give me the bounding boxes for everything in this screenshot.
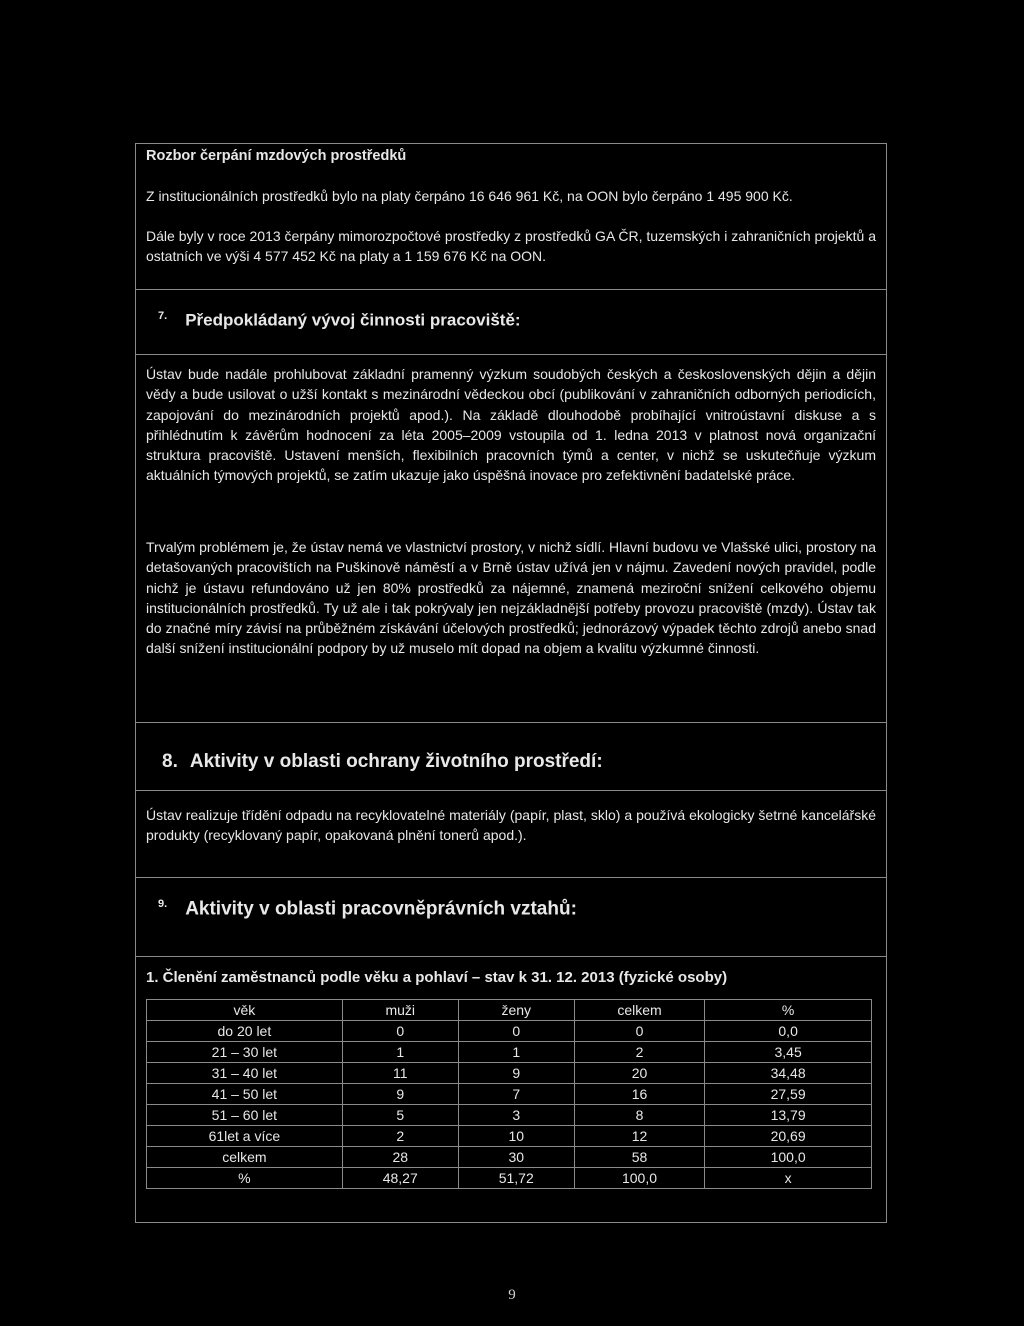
column-header: ženy — [458, 1000, 574, 1021]
section-9-heading — [158, 898, 577, 920]
table-cell: 9 — [458, 1063, 574, 1084]
section-7-title: Předpokládaný vývoj činnosti pracoviště: — [185, 310, 521, 330]
employee-age-gender-table — [146, 999, 872, 1189]
table-cell: 2 — [574, 1042, 705, 1063]
table-cell: 21 – 30 let — [147, 1042, 343, 1063]
table-cell: 41 – 50 let — [147, 1084, 343, 1105]
table-cell: 5 — [342, 1105, 458, 1126]
section-9-number: 9. — [158, 898, 168, 910]
table-cell: 34,48 — [705, 1063, 872, 1084]
table-cell: celkem — [147, 1147, 343, 1168]
table-cell: 27,59 — [705, 1084, 872, 1105]
table-header-row — [147, 1000, 872, 1021]
divider — [136, 790, 886, 791]
table-cell: 28 — [342, 1147, 458, 1168]
table-cell: do 20 let — [147, 1021, 343, 1042]
column-header: % — [705, 1000, 872, 1021]
table-cell: 1 — [342, 1042, 458, 1063]
table-cell: 7 — [458, 1084, 574, 1105]
divider — [136, 877, 886, 878]
column-header: muži — [342, 1000, 458, 1021]
table-cell: 11 — [342, 1063, 458, 1084]
table-cell: 16 — [574, 1084, 705, 1105]
table-cell: 48,27 — [342, 1168, 458, 1189]
table-cell: 31 – 40 let — [147, 1063, 343, 1084]
table-row — [147, 1063, 872, 1084]
table-cell: 61let a více — [147, 1126, 343, 1147]
table-row — [147, 1084, 872, 1105]
table-cell: % — [147, 1168, 343, 1189]
table-cell: 0 — [574, 1021, 705, 1042]
divider — [136, 722, 886, 723]
table-row — [147, 1168, 872, 1189]
section-9-subtitle: 1. Členění zaměstnanců podle věku a pohlaví – stav k 31. 12. 2013 (fyzické osoby) — [146, 969, 728, 986]
table-row — [147, 1126, 872, 1147]
table-cell: 51 – 60 let — [147, 1105, 343, 1126]
table-cell: 0 — [342, 1021, 458, 1042]
section-7-heading — [158, 310, 521, 331]
table-cell: 3 — [458, 1105, 574, 1126]
table-cell: 51,72 — [458, 1168, 574, 1189]
table-cell: 13,79 — [705, 1105, 872, 1126]
table-cell: 0 — [458, 1021, 574, 1042]
table-cell: 3,45 — [705, 1042, 872, 1063]
table-cell: x — [705, 1168, 872, 1189]
divider — [136, 289, 886, 290]
mzdy-paragraph-1: Z institucionálních prostředků bylo na platy čerpáno 16 646 961 Kč, na OON bylo čerpáno 1 495 900 Kč. — [146, 188, 793, 204]
table-cell: 58 — [574, 1147, 705, 1168]
table-cell: 100,0 — [705, 1147, 872, 1168]
column-header: věk — [147, 1000, 343, 1021]
page-frame — [135, 143, 887, 1223]
table-cell: 1 — [458, 1042, 574, 1063]
section-8-title: Aktivity v oblasti ochrany životního prostředí: — [189, 751, 603, 772]
section-8-heading — [162, 751, 603, 773]
section-8-paragraph-1: Ústav realizuje třídění odpadu na recyklovatelné materiály (papír, plast, sklo) a používá ekologicky šetrné kancelářské produkty (recyklovaný papír, opakovaná plnění tonerů apod.). — [146, 807, 876, 844]
section-title-mzdy: Rozbor čerpání mzdových prostředků — [146, 148, 407, 164]
divider — [136, 354, 886, 355]
table-cell: 20,69 — [705, 1126, 872, 1147]
table-cell: 8 — [574, 1105, 705, 1126]
table-row — [147, 1021, 872, 1042]
section-8-number: 8. — [162, 751, 178, 772]
table-cell: 9 — [342, 1084, 458, 1105]
page-number: 9 — [508, 1287, 516, 1303]
table-row — [147, 1105, 872, 1126]
mzdy-paragraph-2: Dále byly v roce 2013 čerpány mimorozpočtové prostředky z prostředků GA ČR, tuzemských i zahraničních projektů a ostatních ve výši 4 577 452 Kč na platy a 1 159 676 Kč na OON. — [146, 228, 876, 265]
table-cell: 2 — [342, 1126, 458, 1147]
section-7-number: 7. — [158, 310, 168, 322]
table-cell: 12 — [574, 1126, 705, 1147]
table-cell: 10 — [458, 1126, 574, 1147]
column-header: celkem — [574, 1000, 705, 1021]
table-cell: 0,0 — [705, 1021, 872, 1042]
table-row — [147, 1147, 872, 1168]
section-7-paragraph-2: Trvalým problémem je, že ústav nemá ve vlastnictví prostory, v nichž sídlí. Hlavní budovu ve Vlašské ulici, prostory na detašovaných pracovištích na Puškinově náměstí a v Brně ústav užívá jen v nájmu. Zavedení nových pravidel, podle nichž je ústavu refundováno už jen 80% prostředků za nájemné, znamená meziroční snížení celkového objemu institucionálních prostředků. Ty už ale i tak pokrývaly jen nejzákladnější potřeby provozu pracoviště (mzdy). Ústav tak do značné míry závisí na průběžném získávání účelových prostředků; jednorázový výpadek těchto zdrojů anebo snad další snížení institucionální podpory by už muselo mít dopad na objem a kvalitu výzkumné činnosti. — [146, 539, 876, 657]
divider — [136, 956, 886, 957]
table-cell: 20 — [574, 1063, 705, 1084]
section-9-title: Aktivity v oblasti pracovněprávních vztahů: — [185, 898, 577, 920]
table-cell: 100,0 — [574, 1168, 705, 1189]
section-7-paragraph-1: Ústav bude nadále prohlubovat základní pramenný výzkum soudobých českých a československých dějin a dějin vědy a bude usilovat o užší kontakt s mezinárodní vědeckou obcí (publikování v zahraničních odborných periodicích, zapojování do mezinárodních projektů apod.). Na základě dlouhodobě probíhající vnitroústavní diskuse a s přihlédnutím k závěrům hodnocení za léta 2005–2009 vstoupila od 1. ledna 2013 v platnost nová organizační struktura pracoviště. Ustavení menších, flexibilních pracovních týmů a center, v nichž se uskutečňuje výzkum aktuálních týmových projektů, se zatím ukazuje jako úspěšná inovace pro zefektivnění badatelské práce. — [146, 366, 876, 484]
table-row — [147, 1042, 872, 1063]
table-cell: 30 — [458, 1147, 574, 1168]
